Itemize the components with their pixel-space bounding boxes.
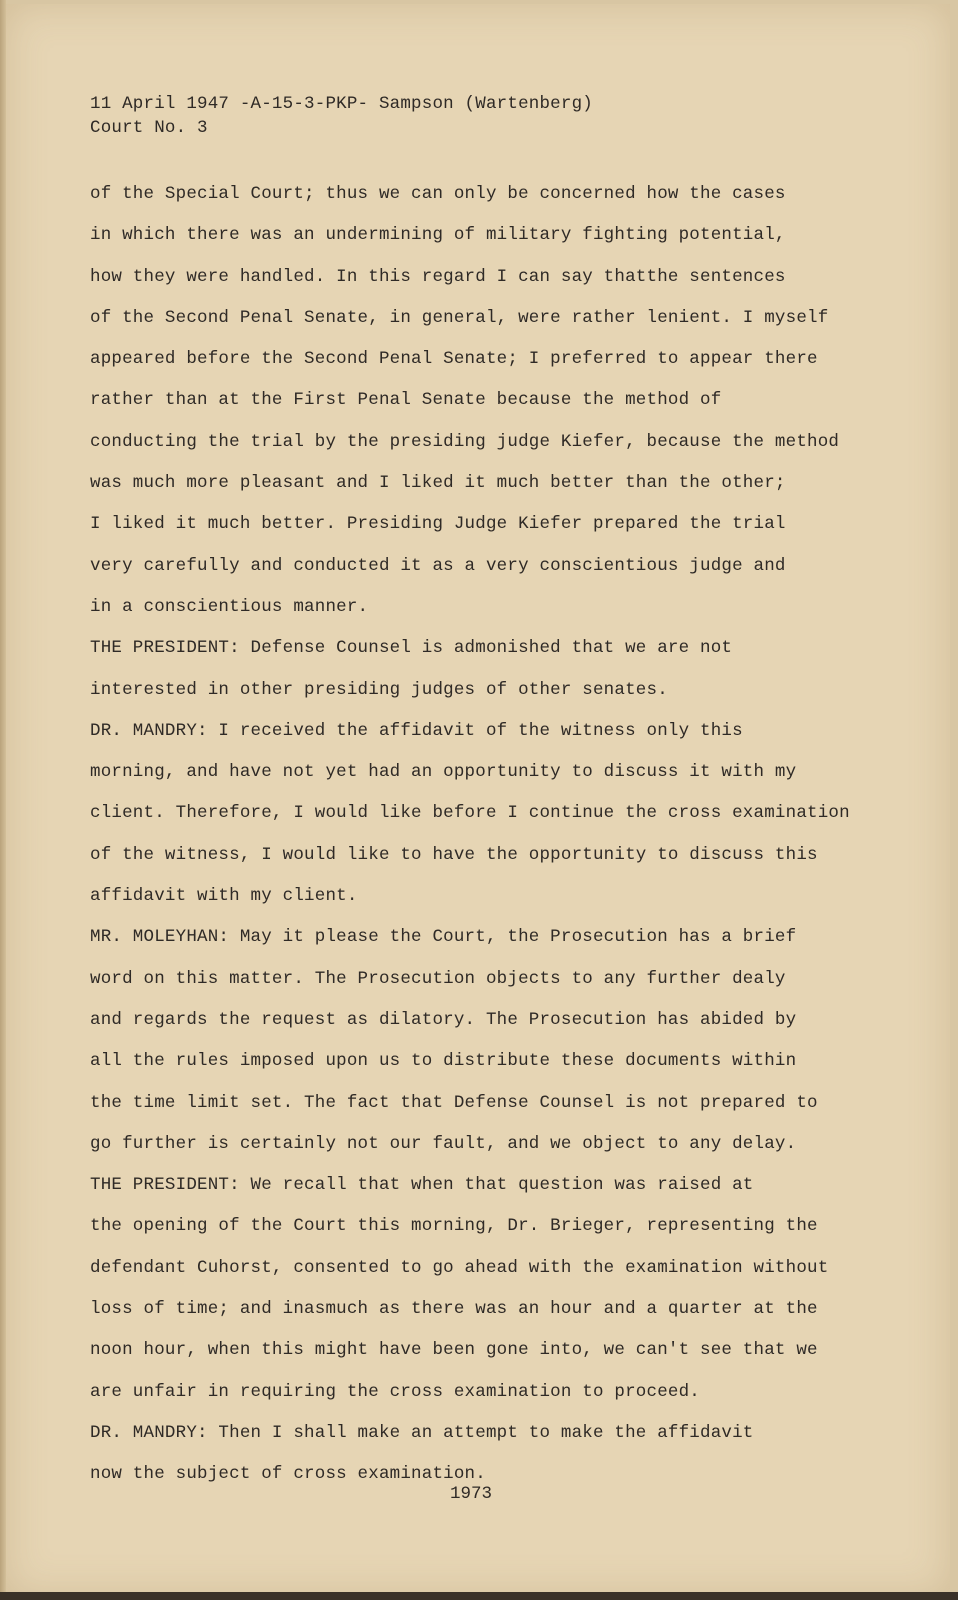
body-line: MR. MOLEYHAN: May it please the Court, the Prosecution has a brief (90, 927, 797, 948)
body-line: DR. MANDRY: I received the affidavit of the witness only this (90, 720, 743, 741)
page-left-edge (0, 0, 6, 1600)
body-line: loss of time; and inasmuch as there was an hour and a quarter at the (90, 1299, 818, 1320)
body-line: of the Second Penal Senate, in general, were rather lenient. I myself (90, 307, 829, 328)
body-line: word on this matter. The Prosecution objects to any further dealy (90, 968, 786, 989)
body-line: are unfair in requiring the cross examination to proceed. (90, 1381, 700, 1402)
body-line: in a conscientious manner. (90, 596, 369, 617)
body-line: rather than at the First Penal Senate because the method of (90, 390, 722, 411)
page-number: 1973 (450, 1484, 493, 1504)
body-line: conducting the trial by the presiding judge Kiefer, because the method (90, 431, 840, 452)
body-line: morning, and have not yet had an opportunity to discuss it with my (90, 762, 797, 783)
body-line: defendant Cuhorst, consented to go ahead with the examination without (90, 1257, 829, 1278)
body-line: very carefully and conducted it as a very conscientious judge and (90, 555, 786, 576)
body-line: in which there was an undermining of military fighting potential, (90, 225, 786, 246)
body-line: the opening of the Court this morning, Dr. Brieger, representing the (90, 1216, 818, 1237)
body-line: was much more pleasant and I liked it much better than the other; (90, 473, 786, 494)
page-bottom-edge (0, 1592, 958, 1600)
body-line: I liked it much better. Presiding Judge Kiefer prepared the trial (90, 514, 786, 535)
body-line: of the Special Court; thus we can only be concerned how the cases (90, 184, 786, 204)
document-header (90, 92, 593, 140)
transcript-body (90, 174, 920, 1496)
body-line: how they were handled. In this regard I can say thatthe sentences (90, 266, 786, 287)
body-line: and regards the request as dilatory. The Prosecution has abided by (90, 1009, 797, 1030)
body-line: now the subject of cross examination. (90, 1464, 486, 1485)
header-date-line: 11 April 1947 -A-15-3-PKP- Sampson (Wartenberg) (90, 94, 593, 114)
body-line: the time limit set. The fact that Defense Counsel is not prepared to (90, 1092, 818, 1113)
body-line: noon hour, when this might have been gone into, we can't see that we (90, 1340, 818, 1361)
body-line: go further is certainly not our fault, and we object to any delay. (90, 1133, 797, 1154)
body-line: DR. MANDRY: Then I shall make an attempt to make the affidavit (90, 1422, 754, 1443)
body-line: client. Therefore, I would like before I continue the cross examination (90, 803, 850, 824)
body-line: appeared before the Second Penal Senate; I preferred to appear there (90, 349, 818, 370)
body-line: all the rules imposed upon us to distribute these documents within (90, 1051, 797, 1072)
header-court-line: Court No. 3 (90, 118, 208, 138)
body-line: THE PRESIDENT: Defense Counsel is admonished that we are not (90, 638, 733, 659)
body-line: interested in other presiding judges of other senates. (90, 679, 668, 700)
body-line: affidavit with my client. (90, 886, 358, 907)
body-line: of the witness, I would like to have the opportunity to discuss this (90, 844, 818, 865)
body-line: THE PRESIDENT: We recall that when that question was raised at (90, 1175, 754, 1196)
